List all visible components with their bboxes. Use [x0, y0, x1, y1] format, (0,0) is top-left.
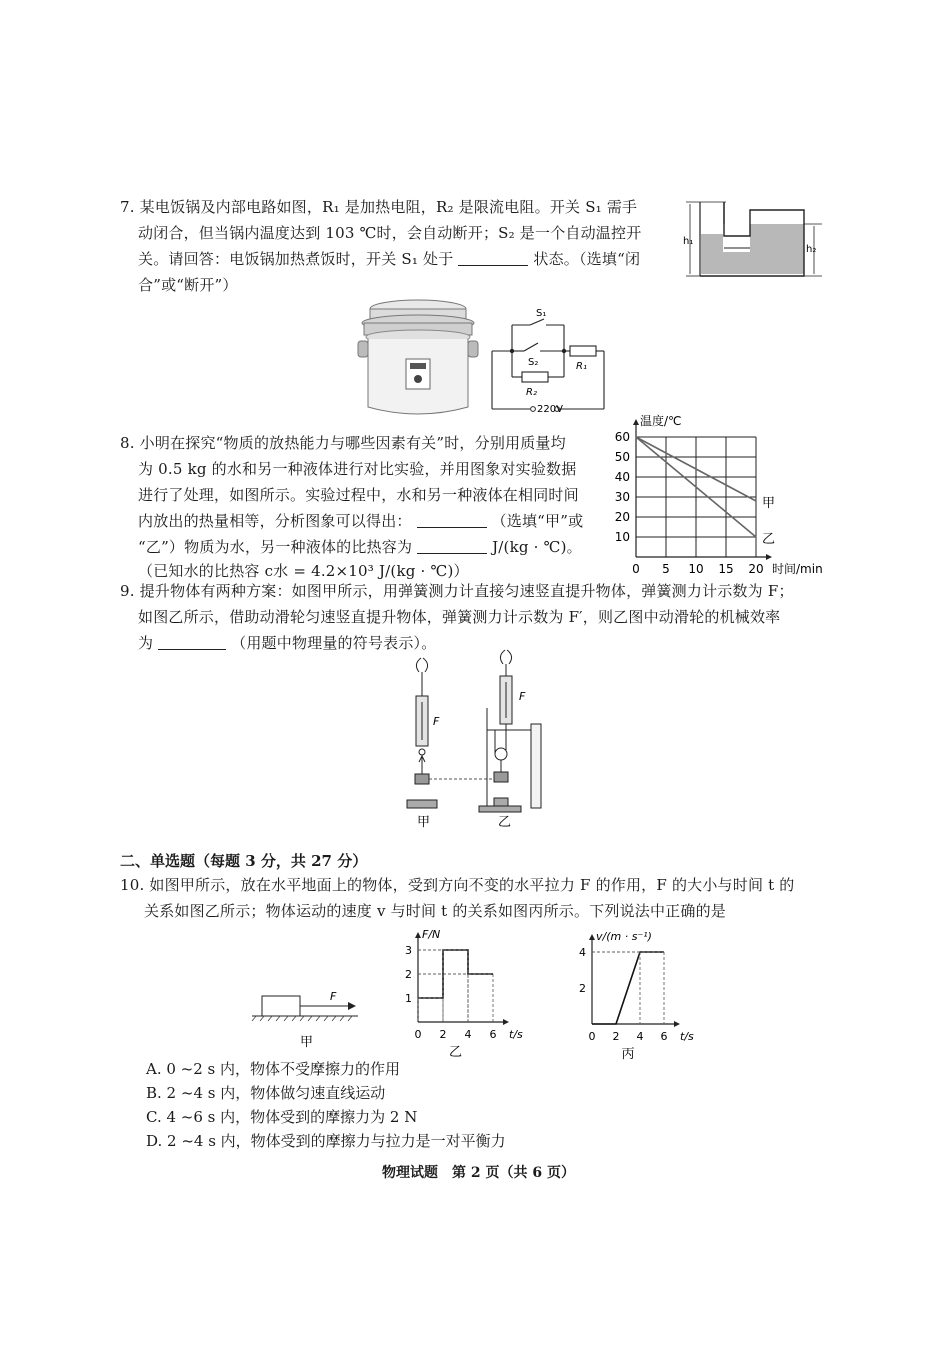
x-axis-label: t/s: [680, 1030, 694, 1043]
q7-line-3a: 关。请回答：电饭锅加热煮饭时，开关 S₁ 处于: [138, 250, 454, 268]
x-axis-label: 时间/min: [772, 562, 823, 576]
x-axis-arrow: [766, 554, 772, 560]
q8-line-2: 为 0.5 kg 的水和另一种液体进行对比实验，并用图象对实验数据: [138, 460, 577, 478]
y-tick-label: 60: [614, 430, 630, 444]
q8-line-5b: J/(kg · ℃)。: [492, 538, 582, 556]
f-label-yi: F: [519, 690, 526, 703]
y-axis-label: F/N: [422, 928, 441, 941]
block-figure: [248, 990, 368, 1050]
f-label-jia: F: [433, 715, 440, 728]
q8-line-4b: （选填“甲”或: [491, 512, 584, 530]
r1-label: R₁: [576, 361, 587, 372]
option-b[interactable]: B. 2 ~4 s 内，物体做匀速直线运动: [146, 1084, 386, 1102]
s2-label: S₂: [528, 357, 539, 368]
temperature-chart: [610, 410, 840, 580]
option-c[interactable]: C. 4 ~6 s 内，物体受到的摩擦力为 2 N: [146, 1108, 418, 1126]
h2-label: h₂: [806, 244, 817, 255]
q7-line-4: 合”或“断开”）: [138, 276, 238, 294]
chart-title: 乙: [448, 1045, 463, 1060]
rice-cooker-image: [350, 295, 485, 425]
page-footer: 物理试题 第 2 页（共 6 页）: [382, 1165, 575, 1181]
x-tick-label: 2: [612, 1030, 620, 1043]
q8-line-6: （已知水的比热容 c水 = 4.2×10³ J/(kg · ℃)）: [138, 562, 469, 580]
fig-jia-label-q10: 甲: [300, 1035, 314, 1050]
series-line-1: [592, 952, 664, 1024]
q9-line-2: 如图乙所示，借助动滑轮匀速竖直提升物体，弹簧测力计示数为 F′，则乙图中动滑轮的机械效率: [138, 608, 781, 626]
x-tick-label: 20: [748, 562, 764, 576]
circuit-diagram: [488, 305, 613, 415]
y-tick-label: 40: [614, 470, 630, 484]
q9-line-3: [138, 632, 436, 654]
q9-line-1: 9. 提升物体有两种方案：如图甲所示，用弹簧测力计直接匀速竖直提升物体，弹簧测力计示数为 F；: [120, 582, 794, 600]
q10-line-2: 关系如图乙所示；物体运动的速度 v 与时间 t 的关系如图丙所示。下列说法中正确的是: [144, 902, 726, 920]
y-axis-arrow: [589, 934, 595, 940]
x-tick-label: 6: [660, 1030, 668, 1043]
y-tick-label: 30: [614, 490, 630, 504]
y-tick-label: 1: [405, 992, 412, 1005]
q9-line-3a: 为: [138, 634, 154, 652]
x-tick-label: 0: [588, 1030, 596, 1043]
option-d[interactable]: D. 2 ~4 s 内，物体受到的摩擦力与拉力是一对平衡力: [146, 1132, 506, 1150]
q8-line-3: 进行了处理，如图所示。实验过程中，水和另一种液体在相同时间: [138, 486, 579, 504]
x-axis-arrow: [674, 1021, 680, 1027]
voltage-label: 220V: [537, 404, 563, 415]
y-tick-label: 10: [614, 530, 630, 544]
x-tick-label: 10: [688, 562, 704, 576]
x-tick-label: 5: [662, 562, 670, 576]
x-tick-label: 2: [439, 1028, 447, 1041]
force-time-chart: [398, 922, 533, 1060]
y-tick-label: 3: [405, 944, 412, 957]
velocity-time-chart: [570, 922, 705, 1062]
q7-line-3: [138, 248, 640, 270]
y-axis-arrow: [633, 419, 639, 425]
x-tick-label: 4: [636, 1030, 644, 1043]
pulley-figure: [395, 650, 555, 830]
s1-label: S₁: [536, 308, 547, 319]
x-tick-label: 4: [464, 1028, 472, 1041]
y-tick-label: 4: [579, 946, 586, 959]
y-tick-label: 2: [579, 982, 586, 995]
q7-line-1: 7. 某电饭锅及内部电路如图，R₁ 是加热电阻，R₂ 是限流电阻。开关 S₁ 需手: [120, 198, 638, 216]
y-tick-label: 20: [614, 510, 630, 524]
force-label: F: [330, 990, 337, 1003]
q10-line-1: 10. 如图甲所示，放在水平地面上的物体，受到方向不变的水平拉力 F 的作用，F 的大小与时间 t 的: [120, 876, 795, 894]
y-axis-label: v/(m · s⁻¹): [596, 930, 652, 943]
h1-label: h₁: [683, 236, 694, 247]
fig-yi-label: 乙: [498, 815, 512, 830]
vessel-figure: [680, 190, 830, 285]
q8-line-1: 8. 小明在探究“物质的放热能力与哪些因素有关”时，分别用质量均: [120, 434, 566, 452]
q8-line-5a: “乙”）物质为水，另一种液体的比热容为: [138, 538, 413, 556]
q9-answer-blank[interactable]: [158, 635, 226, 650]
q8-line-5: [138, 536, 582, 558]
q7-answer-blank[interactable]: [458, 251, 528, 266]
x-tick-label: 15: [718, 562, 734, 576]
r2-label: R₂: [526, 387, 537, 398]
y-axis-label: 温度/℃: [640, 414, 682, 428]
y-tick-label: 50: [614, 450, 630, 464]
chart-title: 丙: [621, 1047, 635, 1062]
x-tick-label: 0: [632, 562, 640, 576]
x-tick-label: 0: [414, 1028, 422, 1041]
series-label-1: 甲: [762, 496, 776, 511]
q7-line-2: 动闭合，但当锅内温度达到 103 ℃时，会自动断开；S₂ 是一个自动温控开: [138, 224, 642, 242]
x-axis-label: t/s: [509, 1028, 523, 1041]
section-heading: 二、单选题（每题 3 分，共 27 分）: [120, 852, 368, 870]
q8-line-4: [138, 510, 583, 532]
option-a[interactable]: A. 0 ~2 s 内，物体不受摩擦力的作用: [146, 1060, 401, 1078]
q9-line-3b: （用题中物理量的符号表示）。: [231, 634, 437, 652]
q7-line-3b: 状态。（选填“闭: [533, 250, 641, 268]
x-axis-arrow: [503, 1019, 509, 1025]
y-tick-label: 2: [405, 968, 412, 981]
fig-jia-label: 甲: [417, 815, 431, 830]
q8-line-4a: 内放出的热量相等，分析图象可以得出：: [138, 512, 412, 530]
x-tick-label: 6: [489, 1028, 497, 1041]
y-axis-arrow: [415, 932, 421, 938]
series-label-2: 乙: [762, 532, 776, 547]
q8-answer-blank-2[interactable]: [417, 539, 487, 554]
q8-answer-blank-1[interactable]: [417, 513, 487, 528]
